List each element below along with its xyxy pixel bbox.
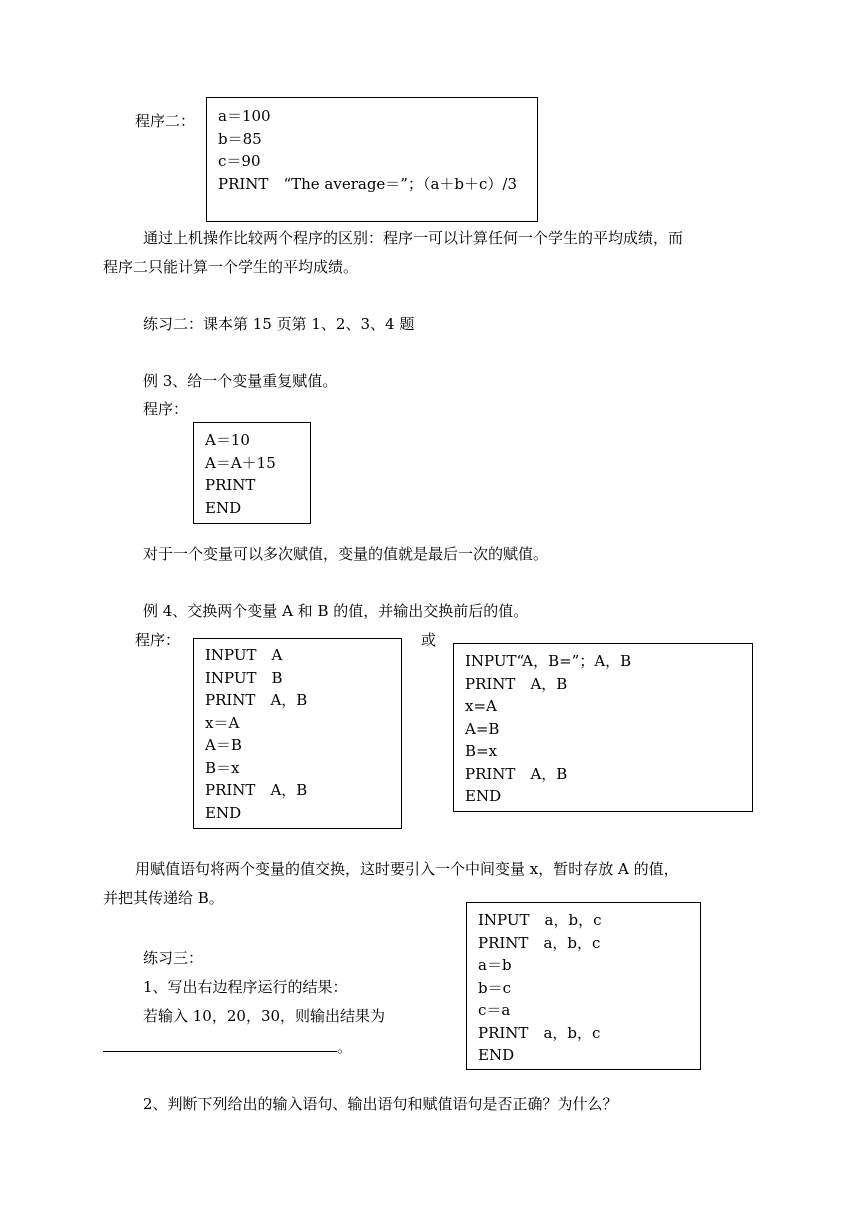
code-line: PRINT A，B — [465, 764, 568, 783]
code-line: INPUT“A，B=”；A，B — [465, 652, 632, 670]
code-line: A＝B — [205, 736, 242, 754]
example4-explain-line1: 用赋值语句将两个变量的值交换，这时要引入一个中间变量 x，暂时存放 A 的值， — [135, 860, 679, 878]
example4-explain-line2: 并把其传递给 B。 — [103, 889, 224, 907]
code-line: PRINT a，b，c — [478, 933, 601, 952]
answer-blank[interactable] — [103, 1051, 337, 1052]
exercise3-question1: 1、写出右边程序运行的结果： — [143, 978, 348, 996]
code-line: A＝A＋15 — [205, 453, 276, 472]
example4-code-box-left — [193, 638, 402, 829]
exercise3-question1-end: 。 — [337, 1038, 353, 1056]
code-line: PRINT A，B — [205, 781, 308, 799]
exercise2-text: 练习二：课本第 15 页第 1、2、3、4 题 — [143, 315, 415, 333]
example4-code-box-right — [453, 643, 753, 812]
code-line: INPUT a，b，c — [478, 911, 602, 929]
code-line: c＝a — [478, 1001, 511, 1019]
exercise3-question1-input: 若输入 10，20，30，则输出结果为 — [143, 1007, 386, 1025]
code-line: END — [478, 1046, 515, 1064]
code-line: PRINT — [205, 476, 256, 494]
example3-label: 程序： — [143, 400, 189, 418]
example3-title: 例 3、给一个变量重复赋值。 — [143, 372, 338, 390]
example4-or: 或 — [421, 631, 437, 649]
program2-code-box — [206, 97, 538, 222]
code-line: PRINT A，B — [205, 691, 308, 709]
exercise3-question2: 2、判断下列给出的输入语句、输出语句和赋值语句是否正确？为什么？ — [143, 1095, 618, 1113]
code-line: x＝A — [205, 713, 240, 732]
compare-text-line2: 程序二只能计算一个学生的平均成绩。 — [103, 258, 359, 276]
compare-text-line1: 通过上机操作比较两个程序的区别：程序一可以计算任何一个学生的平均成绩，而 — [143, 229, 684, 247]
example4-title: 例 4、交换两个变量 A 和 B 的值，并输出交换前后的值。 — [143, 602, 529, 620]
program2-label: 程序二： — [135, 112, 196, 130]
example3-note: 对于一个变量可以多次赋值，变量的值就是最后一次的赋值。 — [143, 545, 549, 563]
code-line: c＝90 — [218, 152, 261, 170]
code-line: B＝x — [205, 758, 240, 777]
code-line: a＝100 — [218, 107, 271, 125]
code-line: a＝b — [478, 956, 512, 974]
code-line: A＝10 — [205, 431, 250, 449]
code-line: END — [205, 803, 242, 822]
code-line: A=B — [465, 719, 500, 738]
code-line: INPUT B — [205, 668, 283, 687]
example4-label: 程序： — [135, 631, 181, 649]
code-line: b＝85 — [218, 129, 262, 148]
code-line: PRINT A，B — [465, 674, 568, 693]
code-line: PRINT “The average＝”；（a＋b＋c）/3 — [218, 174, 518, 193]
exercise3-code-box — [466, 902, 701, 1070]
exercise3-title: 练习三： — [143, 949, 204, 967]
example3-code-box — [193, 422, 311, 524]
code-line: INPUT A — [205, 646, 283, 664]
code-line: END — [465, 787, 502, 805]
code-line: END — [205, 498, 242, 517]
code-line: B=x — [465, 742, 498, 760]
code-line: PRINT a，b，c — [478, 1023, 601, 1042]
code-line: b＝c — [478, 978, 512, 997]
code-line: x=A — [465, 697, 497, 715]
